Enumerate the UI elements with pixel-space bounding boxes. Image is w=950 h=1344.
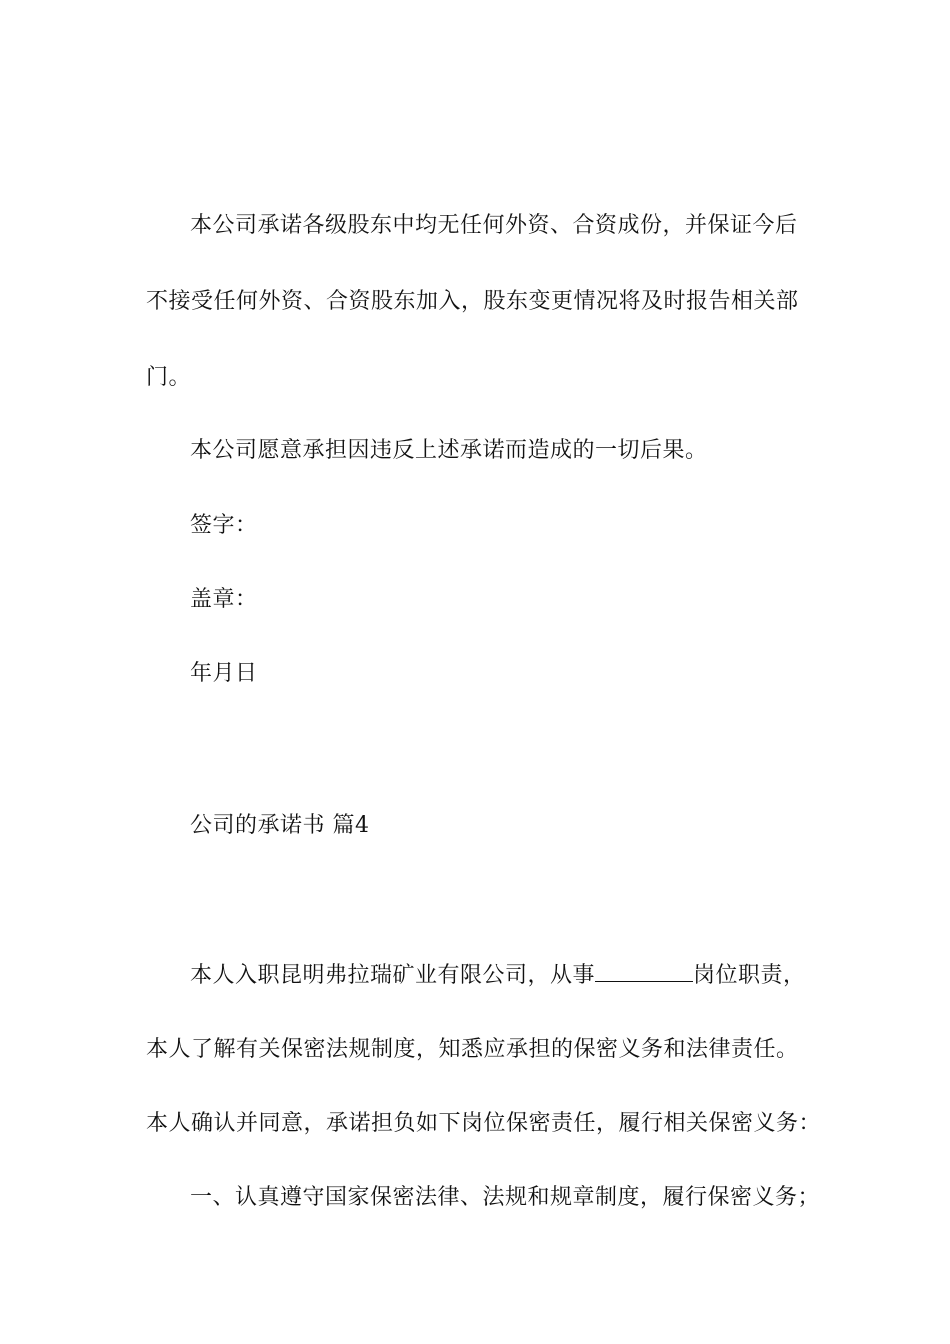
fill-in-blank [595,959,693,982]
paragraph-3-line-1-after-blank: 岗位职责， [693,963,806,988]
seal-label: 盖章： [190,587,258,612]
paragraph-2: 本公司愿意承担因违反上述承诺而造成的一切后果。 [190,438,708,463]
paragraph-1-line-2: 不接受任何外资、合资股东加入，股东变更情况将及时报告相关部 [146,289,799,314]
list-item-1: 一、认真遵守国家保密法律、法规和规章制度，履行保密义务； [190,1185,821,1210]
paragraph-1-line-3: 门。 [146,365,192,390]
paragraph-3-line-1 [190,959,806,991]
date-label: 年月日 [190,661,258,686]
paragraph-3-line-3: 本人确认并同意，承诺担负如下岗位保密责任，履行相关保密义务： [146,1111,822,1136]
signature-label: 签字： [190,513,258,538]
paragraph-3-line-1-before-blank: 本人入职昆明弗拉瑞矿业有限公司，从事 [190,963,596,988]
section-heading: 公司的承诺书 篇4 [190,813,370,838]
paragraph-1-line-1: 本公司承诺各级股东中均无任何外资、合资成份，并保证今后 [190,213,798,238]
paragraph-3-line-2: 本人了解有关保密法规制度，知悉应承担的保密义务和法律责任。 [146,1037,799,1062]
